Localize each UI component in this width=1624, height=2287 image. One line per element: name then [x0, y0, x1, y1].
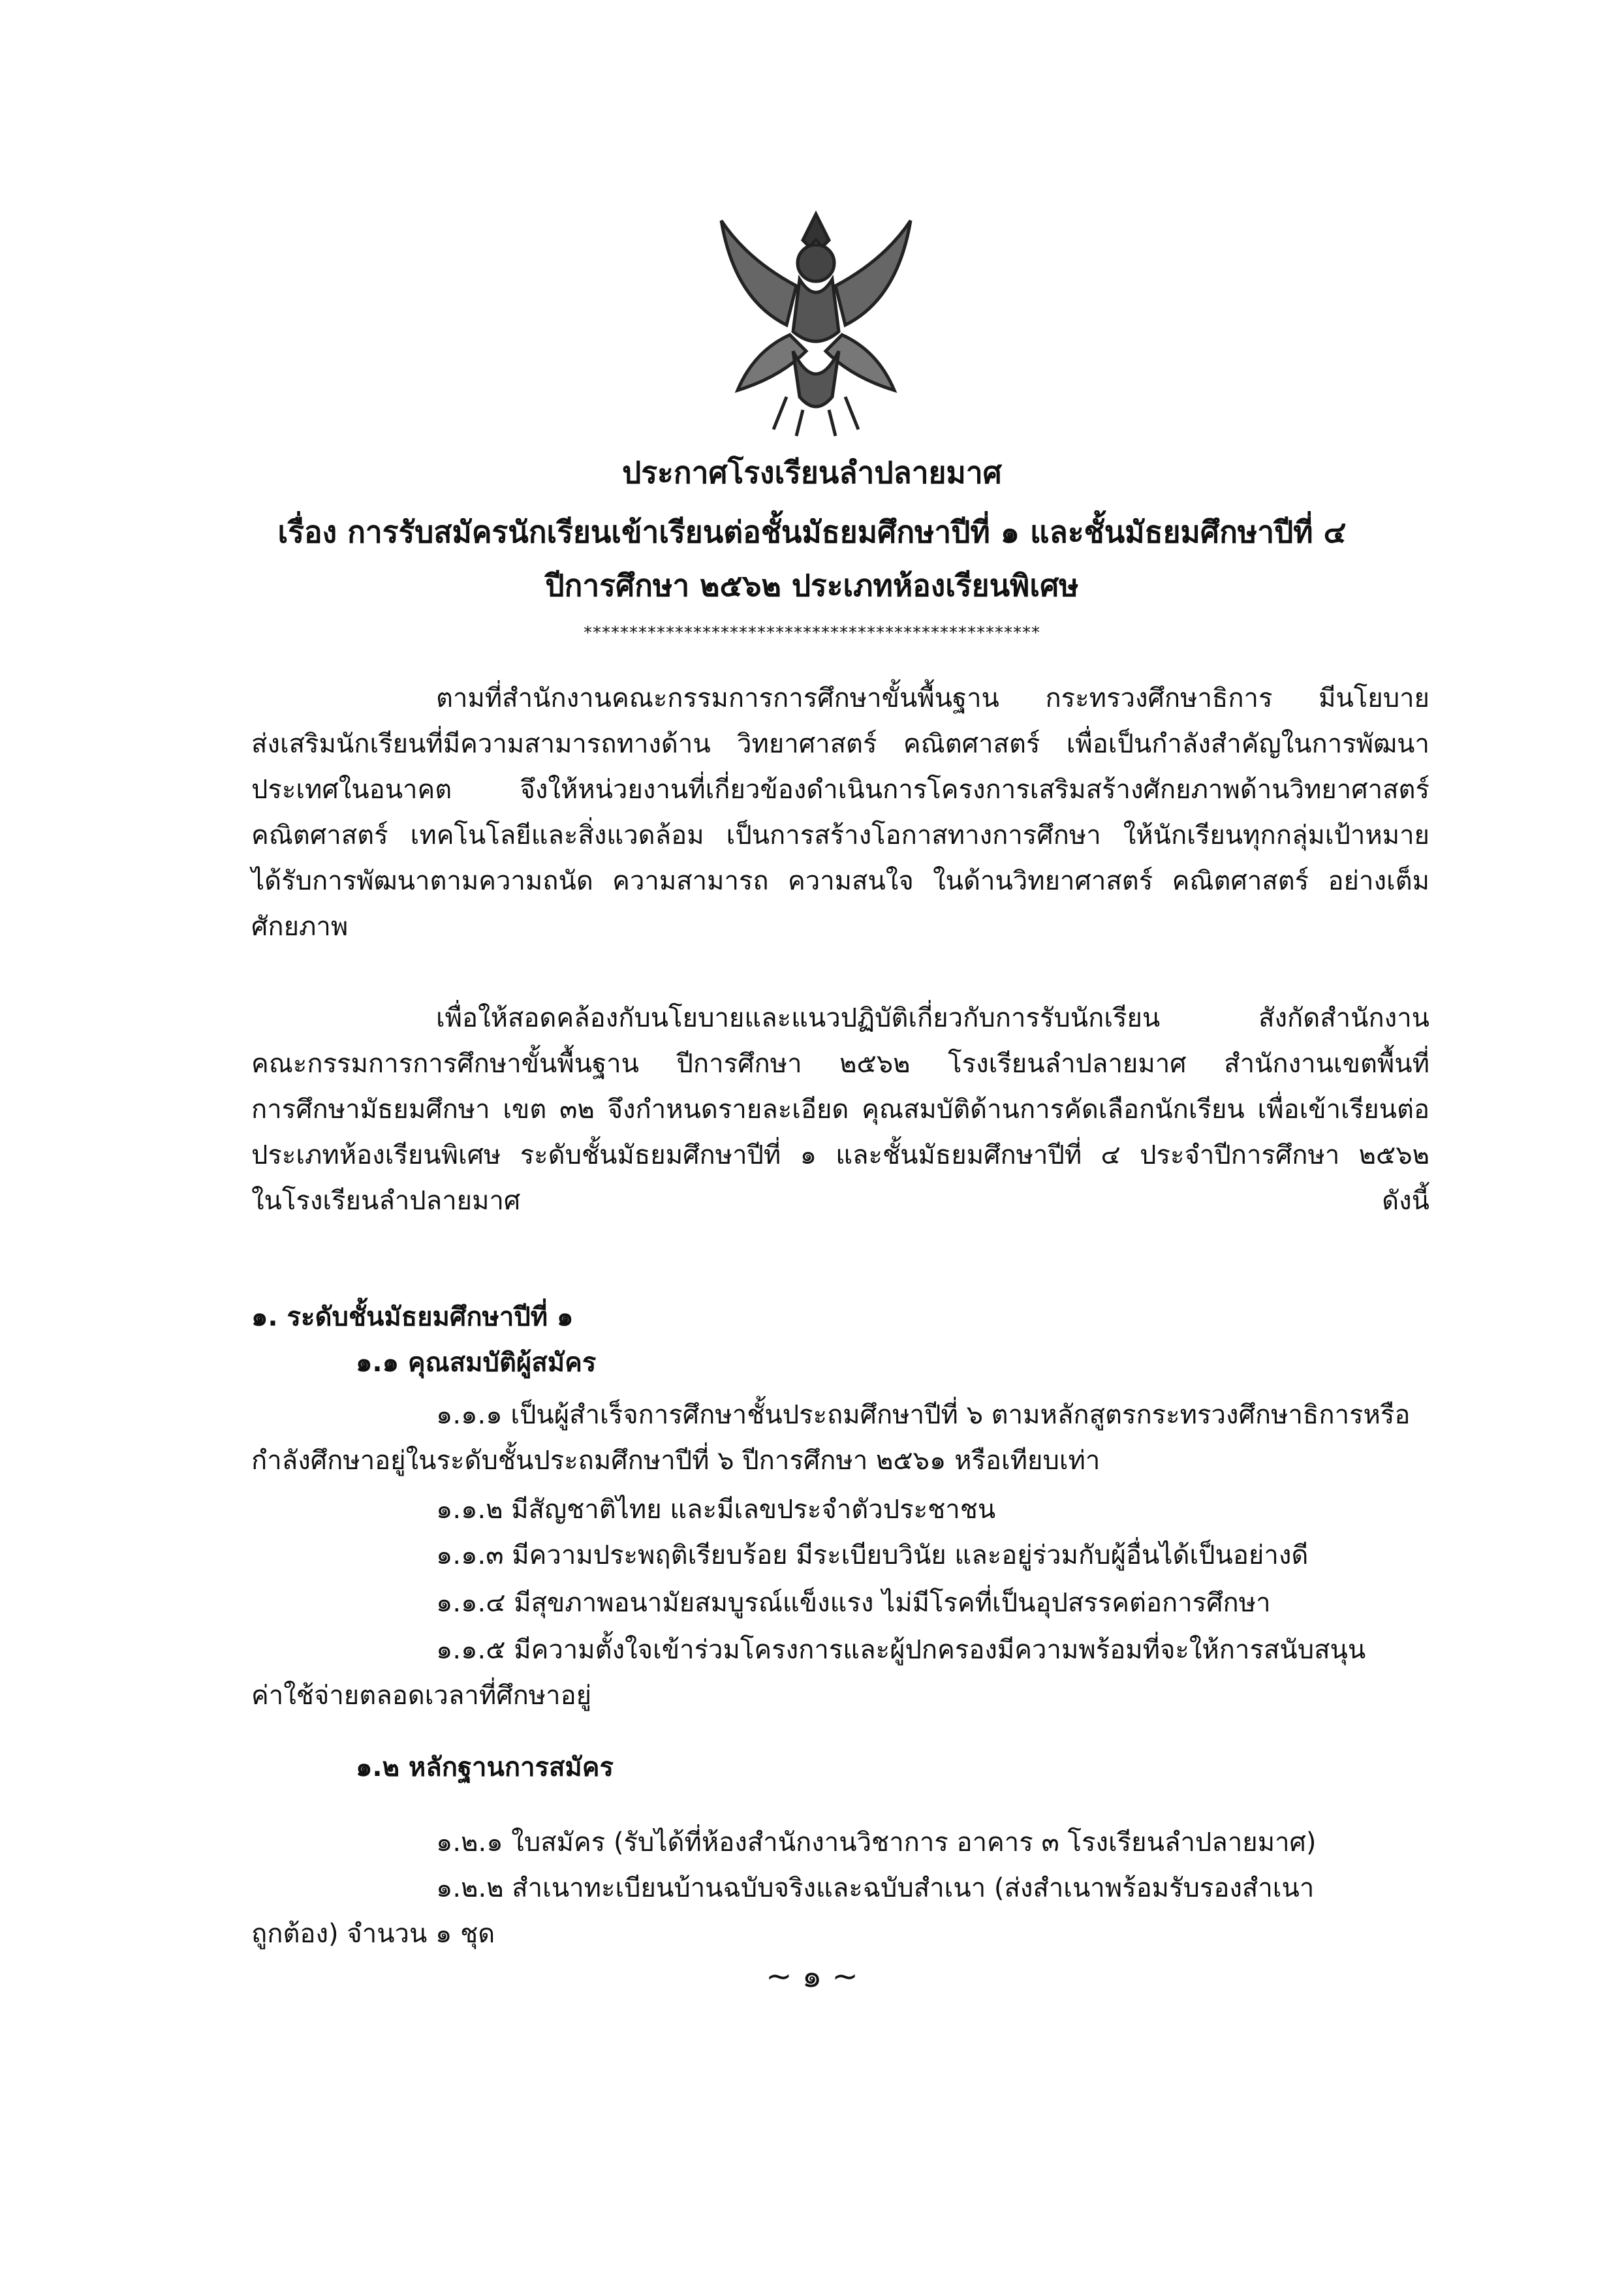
item-1-1-1-line2: กำลังศึกษาอยู่ในระดับชั้นประถมศึกษาปีที่ ๖ ปีการศึกษา ๒๕๖๑ หรือเทียบเท่า: [251, 1446, 1101, 1476]
para2-line4: ประเภทห้องเรียนพิเศษ ระดับชั้นมัธยมศึกษาปีที่ ๑ และชั้นมัธยมศึกษาปีที่ ๔ ประจำปีการศึกษา ๒๕๖๒: [251, 1140, 1429, 1170]
para1-line3: ประเทศในอนาคต จึงให้หน่วยงานที่เกี่ยวข้องดำเนินการโครงการเสริมสร้างศักยภาพด้านวิทยาศาสตร์: [251, 775, 1429, 805]
item-1-1-2: ๑.๑.๒ มีสัญชาติไทย และมีเลขประจำตัวประชาชน: [436, 1495, 996, 1525]
section-1-1-heading: ๑.๑ คุณสมบัติผู้สมัคร: [356, 1348, 597, 1378]
section-1-heading: ๑. ระดับชั้นมัธยมศึกษาปีที่ ๑: [251, 1302, 574, 1332]
item-1-2-2-line2: ถูกต้อง) จำนวน ๑ ชุด: [251, 1919, 495, 1949]
separator-line: **************************************************: [584, 623, 1040, 643]
para1-line6: ศักยภาพ: [251, 912, 349, 942]
item-1-2-2-line1: ๑.๒.๒ สำเนาทะเบียนบ้านฉบับจริงและฉบับสำเนา (ส่งสำเนาพร้อมรับรองสำเนา: [436, 1873, 1315, 1903]
section-1-2-heading: ๑.๒ หลักฐานการสมัคร: [356, 1752, 614, 1782]
item-1-1-5-line1: ๑.๑.๕ มีความตั้งใจเข้าร่วมโครงการและผู้ปกครองมีความพร้อมที่จะให้การสนับสนุน: [436, 1635, 1366, 1665]
para1-line2: ส่งเสริมนักเรียนที่มีความสามารถทางด้าน วิทยาศาสตร์ คณิตศาสตร์ เพื่อเป็นกำลังสำคัญในการพัฒนา: [251, 729, 1429, 759]
item-1-2-1: ๑.๒.๑ ใบสมัคร (รับได้ที่ห้องสำนักงานวิชาการ อาคาร ๓ โรงเรียนลำปลายมาศ): [436, 1828, 1317, 1858]
para2-line2: คณะกรรมการการศึกษาขั้นพื้นฐาน ปีการศึกษา ๒๕๖๒ โรงเรียนลำปลายมาศ สำนักงานเขตพื้นที่: [251, 1049, 1429, 1079]
item-1-1-1-line1: ๑.๑.๑ เป็นผู้สำเร็จการศึกษาชั้นประถมศึกษาปีที่ ๖ ตามหลักสูตรกระทรวงศึกษาธิการหรือ: [436, 1400, 1411, 1430]
announcement-year: ปีการศึกษา ๒๕๖๒ ประเภทห้องเรียนพิเศษ: [545, 568, 1079, 603]
announcement-title: ประกาศโรงเรียนลำปลายมาศ: [622, 455, 1002, 490]
para1-line5: ได้รับการพัฒนาตามความถนัด ความสามารถ ความสนใจ ในด้านวิทยาศาสตร์ คณิตศาสตร์ อย่างเต็ม: [251, 866, 1429, 896]
page-number: ~ ๑ ~: [766, 1958, 858, 1995]
para1-line4: คณิตศาสตร์ เทคโนโลยีและสิ่งแวดล้อม เป็นการสร้างโอกาสทางการศึกษา ให้นักเรียนทุกกลุ่มเป้าหมาย: [251, 820, 1429, 850]
item-1-1-3: ๑.๑.๓ มีความประพฤติเรียบร้อย มีระเบียบวินัย และอยู่ร่วมกับผู้อื่นได้เป็นอย่างดี: [436, 1540, 1309, 1570]
item-1-1-4: ๑.๑.๔ มีสุขภาพอนามัยสมบูรณ์แข็งแรง ไม่มีโรคที่เป็นอุปสรรคต่อการศึกษา: [436, 1588, 1271, 1618]
para2-line3: การศึกษามัธยมศึกษา เขต ๓๒ จึงกำหนดรายละเอียด คุณสมบัติด้านการคัดเลือกนักเรียน เพื่อเข้าเรียนต่อ: [251, 1095, 1429, 1125]
item-1-1-5-line2: ค่าใช้จ่ายตลอดเวลาที่ศึกษาอยู่: [251, 1681, 592, 1711]
garuda-emblem-icon: [708, 201, 924, 443]
announcement-subject: เรื่อง การรับสมัครนักเรียนเข้าเรียนต่อชั้นมัธยมศึกษาปีที่ ๑ และชั้นมัธยมศึกษาปีที่ ๔: [277, 514, 1347, 550]
para2-line1: เพื่อให้สอดคล้องกับนโยบายและแนวปฏิบัติเกี่ยวกับการรับนักเรียน สังกัดสำนักงาน: [436, 1003, 1429, 1033]
para1-line1: ตามที่สำนักงานคณะกรรมการการศึกษาขั้นพื้นฐาน กระทรวงศึกษาธิการ มีนโยบาย: [436, 683, 1429, 713]
para2-line5: ในโรงเรียนลำปลายมาศ ดังนี้: [251, 1186, 1429, 1216]
